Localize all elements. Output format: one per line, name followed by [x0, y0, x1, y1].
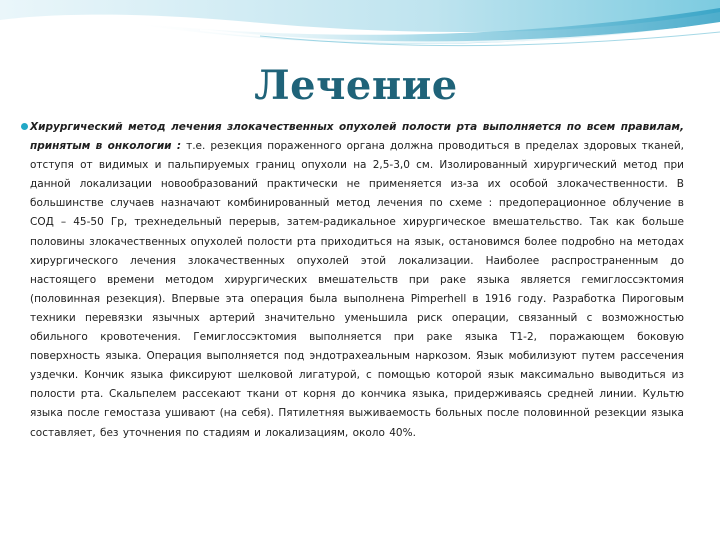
slide-title: Лечение	[254, 62, 458, 109]
header-wave-decoration	[0, 0, 720, 70]
bullet-icon	[21, 123, 28, 130]
body-text: т.е. резекция пораженного органа должна проводиться в пределах здоровых тканей, отступя от видимых и пальпируемых границ опухоли на 2,5-3,0 см. Изолированный хирургический метод при данной локализации новообразований практически не применяется из-за их особой злокачественности. В большинстве случаев назначают комбинированный метод лечения по схеме : предоперационное облучение в СОД – 45-50 Гр, трехнедельный перерыв, затем-радикальное хирургическое вмешательство. Так как больше половины злокачественных опухолей полости рта приходиться на язык, остановимся более подробно на методах хирургического лечения злокачественных опухолей этой локализации. Наиболее распространенным до настоящего времени методом хирургических вмешательств при раке языка является гемиглоссэктомия (половинная резекция). Впервые эта операция была выполнена Pimperhell в 1916 году. Разработка Пироговым техники перевязки язычных артерий значительно уменьшила риск операции, связанный с возможностью обильного кровотечения. Гемиглоссэктомия выполняется при раке языка Т1-2, поражающем боковую поверхность языка. Операция выполняется под эндотрахеальным наркозом. Язык мобилизуют путем рассечения уздечки. Кончик языка фиксируют шелковой лигатурой, с помощью которой язык максимально выводиться из полости рта. Скальпелем рассекают ткани от корня до кончика языка, придерживаясь средней линии. Культю языка после гемостаза ушивают (на себя). Пятилетняя выживаемость больных после половинной резекции языка составляет, без уточнения по стадиям и локализациям, около 40%.	[30, 140, 684, 439]
lead-text: Хирургический метод лечения злокачественных опухолей полости рта выполняется по всем правилам, принятым в онкологии :	[30, 121, 684, 153]
slide-body	[30, 118, 684, 443]
body-paragraph	[30, 118, 684, 443]
